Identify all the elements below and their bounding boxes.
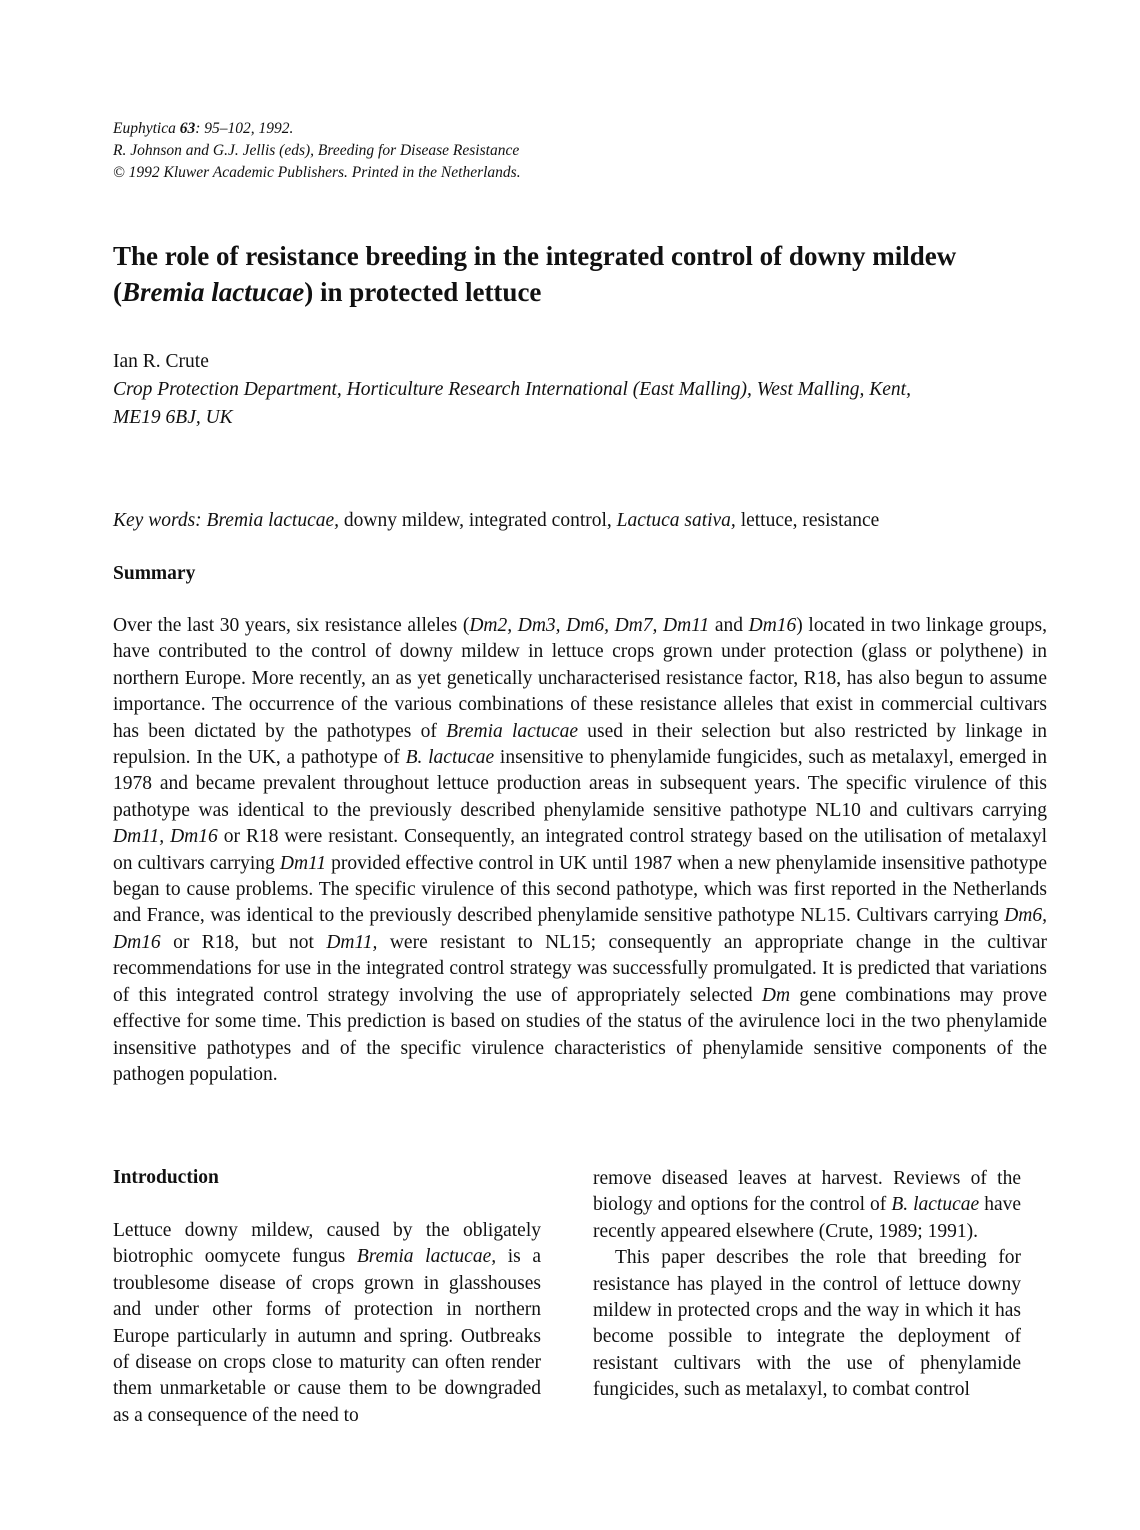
paper-title — [113, 238, 1053, 310]
editors-line: R. Johnson and G.J. Jellis (eds), Breeding for Disease Resistance — [113, 142, 520, 159]
citation-line — [113, 118, 521, 140]
author-name: Ian R. Crute — [113, 351, 209, 372]
title-line-1: The role of resistance breeding in the integrated control of downy mildew — [113, 241, 957, 271]
intro-paragraph-1-continued: remove diseased leaves at harvest. Reviews of the biology and options for the control of B. lactucae have recently appeared elsewhere (Crute, 1989; 1991). — [593, 1168, 1021, 1242]
journal-pages-year: : 95–102, 1992. — [195, 120, 294, 137]
body-column-right — [593, 1166, 1021, 1404]
introduction-heading: Introduction — [113, 1167, 219, 1188]
copyright-line: © 1992 Kluwer Academic Publishers. Printed in the Netherlands. — [113, 164, 521, 181]
summary-text: Over the last 30 years, six resistance alleles (Dm2, Dm3, Dm6, Dm7, Dm11 and Dm16) located in two linkage groups, have contributed to the control of downy mildew in lettuce crops grown under protection (glass or polythene) in northern Europe. More recently, an as yet genetically uncharacterised resistance factor, R18, has also begun to assume importance. The occurrence of the various combinations of these resistance alleles that exist in commercial cultivars has been dictated by the pathotypes of Bremia lactucae used in their selection but also restricted by linkage in repulsion. In the UK, a pathotype of B. lactucae insensitive to phenylamide fungicides, such as metalaxyl, emerged in 1978 and became prevalent throughout lettuce production areas in subsequent years. The specific virulence of this pathotype was identical to the previously described phenylamide sensitive pathotype NL10 and cultivars carrying Dm11, Dm16 or R18 were resistant. Consequently, an integrated control strategy based on the utilisation of metalaxyl on cultivars carrying Dm11 provided effective control in UK until 1987 when a new phenylamide insensitive pathotype began to cause problems. The specific virulence of this second pathotype, which was first reported in the Netherlands and France, was identical to the previously described phenylamide sensitive pathotype NL15. Cultivars carrying Dm6, Dm16 or R18, but not Dm11, were resistant to NL15; consequently an appropriate change in the cultivar recommendations for use in the integrated control strategy was successfully promulgated. It is predicted that variations of this integrated control strategy involving the use of appropriately selected Dm gene combinations may prove effective for some time. This prediction is based on studies of the status of the avirulence loci in the two phenylamide insensitive pathotypes and of the specific virulence characteristics of phenylamide sensitive components of the pathogen population. — [113, 615, 1048, 1085]
journal-name: Euphytica — [113, 120, 176, 137]
summary-heading: Summary — [113, 563, 196, 584]
title-line-2: (Bremia lactucae) in protected lettuce — [113, 277, 542, 307]
intro-paragraph-1: Lettuce downy mildew, caused by the obligately biotrophic oomycete fungus Bremia lactucae, is a troublesome disease of crops grown in glasshouses and under other forms of protection in northern Europe particularly in autumn and spring. Outbreaks of disease on crops close to maturity can often render them unmarketable or cause them to be downgraded as a consequence of the need to — [113, 1220, 541, 1426]
body-column-left — [113, 1218, 541, 1429]
keywords-label: Key words: — [113, 510, 202, 531]
title-species: Bremia lactucae — [122, 277, 305, 307]
intro-paragraph-2: This paper describes the role that breeding for resistance has played in the control of lettuce downy mildew in protected crops and the way in which it has become possible to integrate the deployment of resistant cultivars with the use of phenylamide fungicides, such as metalaxyl, to combat control — [593, 1247, 1021, 1401]
author-affiliation: Crop Protection Department, Horticulture Research International (East Malling), West Malling, Kent, ME19 6BJ, UK — [113, 379, 911, 428]
journal-header — [113, 118, 521, 184]
journal-volume: 63 — [179, 120, 196, 137]
keywords: Key words: Bremia lactucae, downy mildew, integrated control, Lactuca sativa, lettuce, resistance — [113, 510, 880, 531]
